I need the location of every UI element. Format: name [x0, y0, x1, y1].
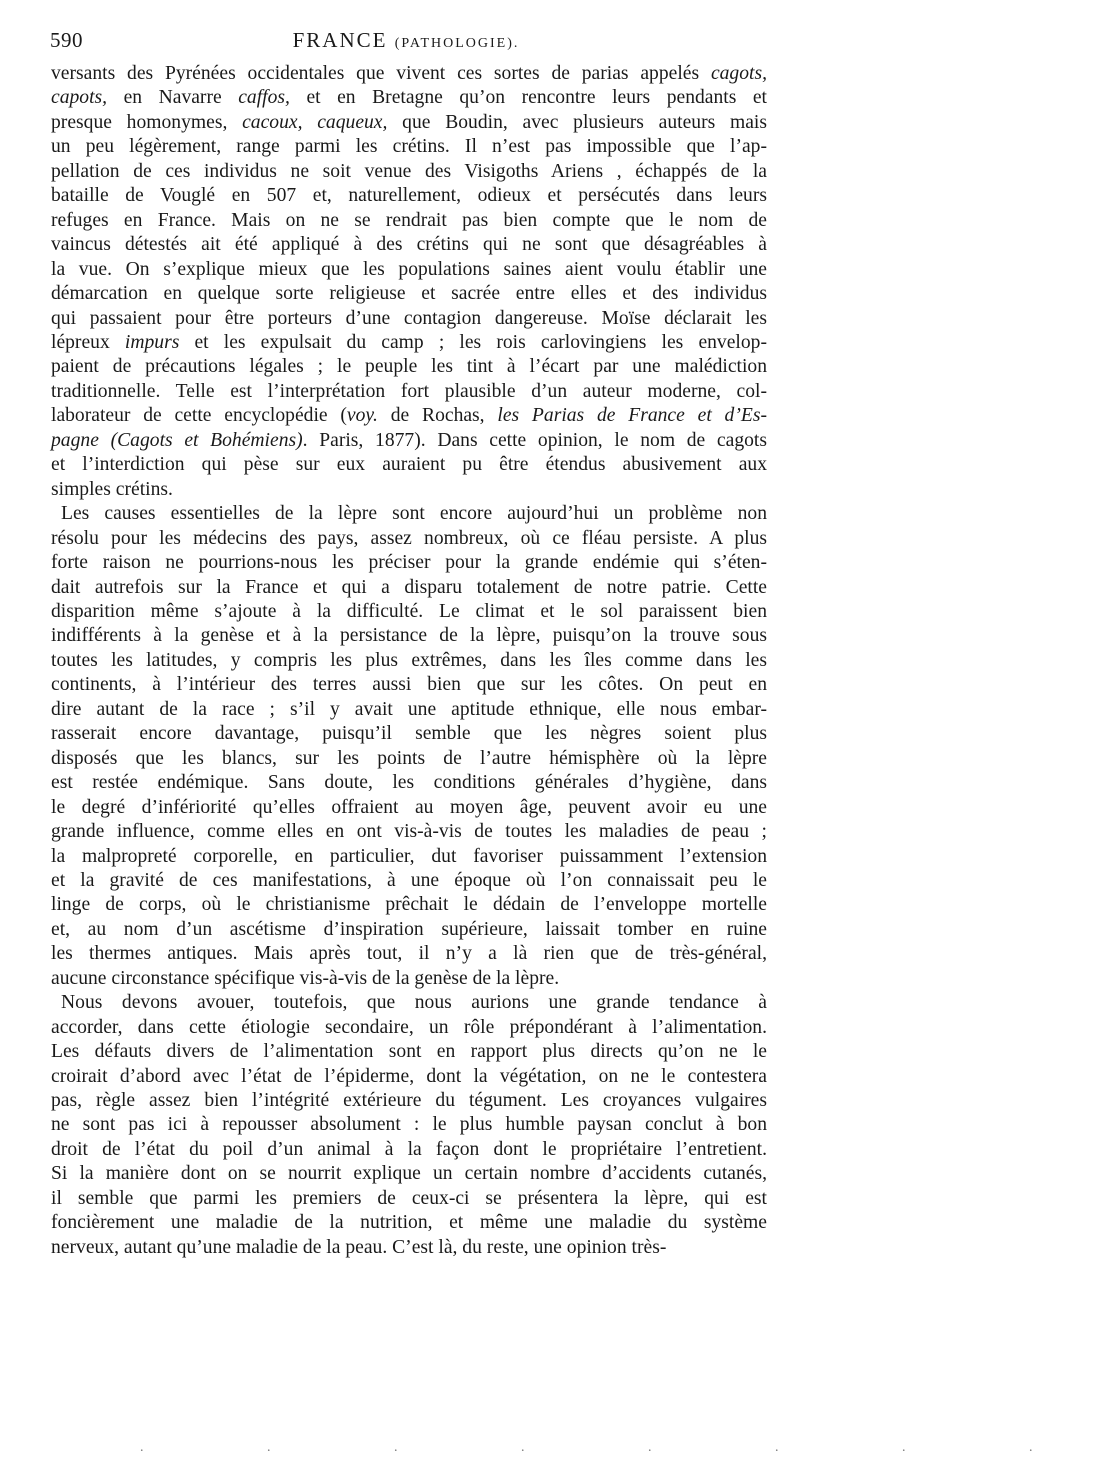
text-line: indifférents à la genèse et à la persistance de la lèpre, puisqu’on la trouve sous — [51, 625, 767, 647]
text-line: continents, à l’intérieur des terres aussi bien que sur les côtes. On peut en — [51, 674, 767, 696]
text-line: refuges en France. Mais on ne se rendrait pas bien compte que le nom de — [51, 209, 767, 231]
text-line: aucune circonstance spécifique vis-à-vis de la genèse de la lèpre. — [51, 967, 560, 989]
text-line: résolu pour les médecins des pays, assez nombreux, où ce fléau persiste. A plus — [51, 527, 767, 549]
text-line: toutes les latitudes, y compris les plus extrêmes, dans les îles comme dans les — [51, 649, 767, 671]
paragraph — [51, 502, 767, 991]
footer-dots: . . . . . . . . — [140, 1440, 1093, 1455]
text-line: droit de l’état du poil d’un animal à la façon dont le propriétaire l’entretient. — [51, 1138, 767, 1160]
text-line: capots, en Navarre caffos, et en Bretagne qu’on rencontre leurs pendants et — [51, 87, 768, 109]
text-line: linge de corps, où le christianisme prêchait le dédain de l’enveloppe mortelle — [51, 894, 767, 916]
text-line: Les causes essentielles de la lèpre sont encore aujourd’hui un problème non — [61, 503, 767, 525]
text-line: les thermes antiques. Mais après tout, il n’y a là rien que de très-général, — [51, 943, 767, 965]
paragraph — [51, 62, 767, 502]
text-line: laborateur de cette encyclopédie (voy. de Rochas, les Parias de France et d’Es- — [51, 405, 767, 427]
text-line: un peu légèrement, range parmi les crétins. Il n’est pas impossible que l’ap- — [51, 136, 767, 158]
text-line: simples crétins. — [51, 478, 173, 500]
text-line: dire autant de la race ; s’il y avait une aptitude ethnique, elle nous embar- — [51, 698, 767, 720]
text-line: dait autrefois sur la France et qui a disparu totalement de notre patrie. Cette — [51, 576, 767, 598]
text-line: disparition même s’ajoute à la difficulté. Le climat et le sol paraissent bien — [51, 600, 767, 622]
running-head-subtitle: (PATHOLOGIE). — [394, 36, 520, 51]
text-line: vaincus détestés ait été appliqué à des crétins qui ne sont que désagréables à — [51, 234, 767, 256]
text-line: la malpropreté corporelle, en particulier, dut favoriser puissamment l’extension — [51, 845, 767, 867]
text-line: la vue. On s’explique mieux que les populations saines aient voulu établir une — [51, 258, 767, 280]
page-header — [50, 28, 762, 58]
text-line: presque homonymes, cacoux, caqueux, que Boudin, avec plusieurs auteurs mais — [51, 111, 767, 133]
body-text — [51, 62, 767, 1260]
text-line: disposés que les blancs, sur les points de l’autre hémisphère où la lèpre — [51, 747, 767, 769]
text-line: il semble que parmi les premiers de ceux-ci se présentera la lèpre, qui est — [51, 1187, 767, 1209]
text-line: et l’interdiction qui pèse sur eux auraient pu être étendus abusivement aux — [51, 454, 767, 476]
text-line: et la gravité de ces manifestations, à une époque où l’on connaissait peu le — [51, 869, 767, 891]
page-number: 590 — [50, 28, 83, 52]
text-line: accorder, dans cette étiologie secondaire, un rôle prépondérant à l’alimentation. — [51, 1016, 767, 1038]
text-line: traditionnelle. Telle est l’interprétation fort plausible d’un auteur moderne, col- — [51, 380, 767, 402]
text-line: bataille de Vouglé en 507 et, naturellement, odieux et persécutés dans leurs — [51, 185, 767, 207]
text-line: forte raison ne pourrions-nous les préciser pour la grande endémie qui s’éten- — [51, 552, 767, 574]
text-line: nerveux, autant qu’une maladie de la peau. C’est là, du reste, une opinion très- — [51, 1236, 667, 1258]
text-line: et, au nom d’un ascétisme d’inspiration supérieure, laissait tomber en ruine — [51, 918, 767, 940]
running-head — [50, 28, 762, 53]
text-line: grande influence, comme elles en ont vis-à-vis de toutes les maladies de peau ; — [51, 821, 767, 843]
text-line: Nous devons avouer, toutefois, que nous aurions une grande tendance à — [61, 992, 767, 1014]
text-line: lépreux impurs et les expulsait du camp ; les rois carlovingiens les envelop- — [51, 331, 767, 353]
text-line: pas, règle assez bien l’intégrité extérieure du tégument. Les croyances vulgaires — [51, 1090, 767, 1112]
text-line: démarcation en quelque sorte religieuse et sacrée entre elles et des individus — [51, 283, 767, 305]
text-line: foncièrement une maladie de la nutrition, et même une maladie du système — [51, 1212, 767, 1234]
text-line: rasserait encore davantage, puisqu’il semble que les nègres soient plus — [51, 723, 767, 745]
text-line: croirait d’abord avec l’état de l’épiderme, dont la végétation, on ne le contestera — [51, 1065, 767, 1087]
text-line: Si la manière dont on se nourrit explique un certain nombre d’accidents cutanés, — [51, 1163, 767, 1185]
text-line: le degré d’infériorité qu’elles offraient au moyen âge, peuvent avoir eu une — [51, 796, 767, 818]
running-head-title: FRANCE — [292, 28, 388, 52]
text-line: pellation de ces individus ne soit venue des Visigoths Ariens , échappés de la — [51, 160, 767, 182]
text-line: paient de précautions légales ; le peuple les tint à l’écart par une malédiction — [51, 356, 767, 378]
text-line: Les défauts divers de l’alimentation sont en rapport plus directs qu’on ne le — [51, 1041, 767, 1063]
text-line: versants des Pyrénées occidentales que vivent ces sortes de parias appelés cagots, — [51, 63, 767, 84]
paragraph — [51, 991, 767, 1260]
text-line: pagne (Cagots et Bohémiens). Paris, 1877). Dans cette opinion, le nom de cagots — [51, 429, 767, 451]
text-line: est restée endémique. Sans doute, les conditions générales d’hygiène, dans — [51, 772, 767, 794]
text-line: ne sont pas ici à repousser absolument : le plus humble paysan conclut à bon — [51, 1114, 767, 1136]
text-line: qui passaient pour être porteurs d’une contagion dangereuse. Moïse déclarait les — [51, 307, 767, 329]
